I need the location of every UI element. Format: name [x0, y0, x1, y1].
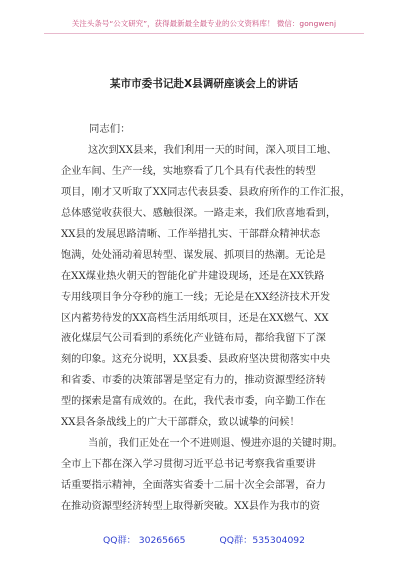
body-line: 企业车间、生产一线，实地察看了几个具有代表性的转型 — [61, 165, 316, 177]
body-line: 型的探索是富有成效的。在此，我代表市委，向辛勤工作在 — [61, 396, 326, 408]
header-divider — [44, 33, 364, 34]
body-line: 话重要指示精神，全面落实省委十二届十次全会部署，奋力 — [61, 480, 326, 491]
body-line: 区内蓄势待发的XX高档生活用纸项目，还是在XX燃气、XX — [61, 312, 329, 324]
body-line: 在推动资源型经济转型上取得新突破。XX县作为我市的资 — [61, 500, 321, 512]
document-title: 某市市委书记赴X县调研座谈会上的讲话 — [109, 78, 299, 90]
body-line: 和省委、市委的决策部署是坚定有力的，推动资源型经济转 — [61, 375, 326, 387]
body-line: 在XX煤业热火朝天的智能化矿井建设现场，还是在XX铁路 — [61, 270, 325, 282]
body-line: XX县的发展思路清晰、工作举措扎实、干部群众精神状态 — [61, 228, 321, 240]
body-line: 刻的印象。这充分说明，XX县委、县政府坚决贯彻落实中央 — [61, 354, 331, 366]
body-line: 总体感觉收获很大、感触很深。一路走来，我们欣喜地看到， — [61, 207, 337, 219]
body-line: 这次到XX县来，我们利用一天的时间，深入项目工地、 — [88, 145, 337, 156]
header-banner: 关注头条号“公文研究”，获得最新最全最专业的公文资料库！ 微信：gongwenj — [71, 19, 337, 28]
body-line: XX县各条战线上的广大干部群众，致以诚挚的问候！ — [61, 417, 300, 429]
body-line: 全市上下都在深入学习贯彻习近平总书记考察我省重要讲 — [61, 459, 316, 471]
body-line: 项目，刚才又听取了XX同志代表县委、县政府所作的工作汇报， — [61, 186, 351, 198]
body-line: 当前，我们正处在一个不进则退、慢进亦退的关键时期。 — [88, 438, 343, 450]
salutation: 同志们： — [89, 123, 131, 135]
body-line: 饱满，处处涌动着思转型、谋发展、抓项目的热潮。无论是 — [61, 249, 326, 261]
qq-group-left: QQ群： 30265665 — [103, 535, 186, 546]
footer-contact — [0, 532, 408, 546]
qq-group-right: QQ群：535304092 — [219, 535, 305, 546]
body-line: 专用线项目争分夺秒的施工一线；无论是在XX经济技术开发 — [61, 291, 331, 303]
body-line: 液化煤层气公司看到的系统化产业链布局，都给我留下了深 — [61, 333, 326, 345]
body-text — [61, 141, 353, 518]
